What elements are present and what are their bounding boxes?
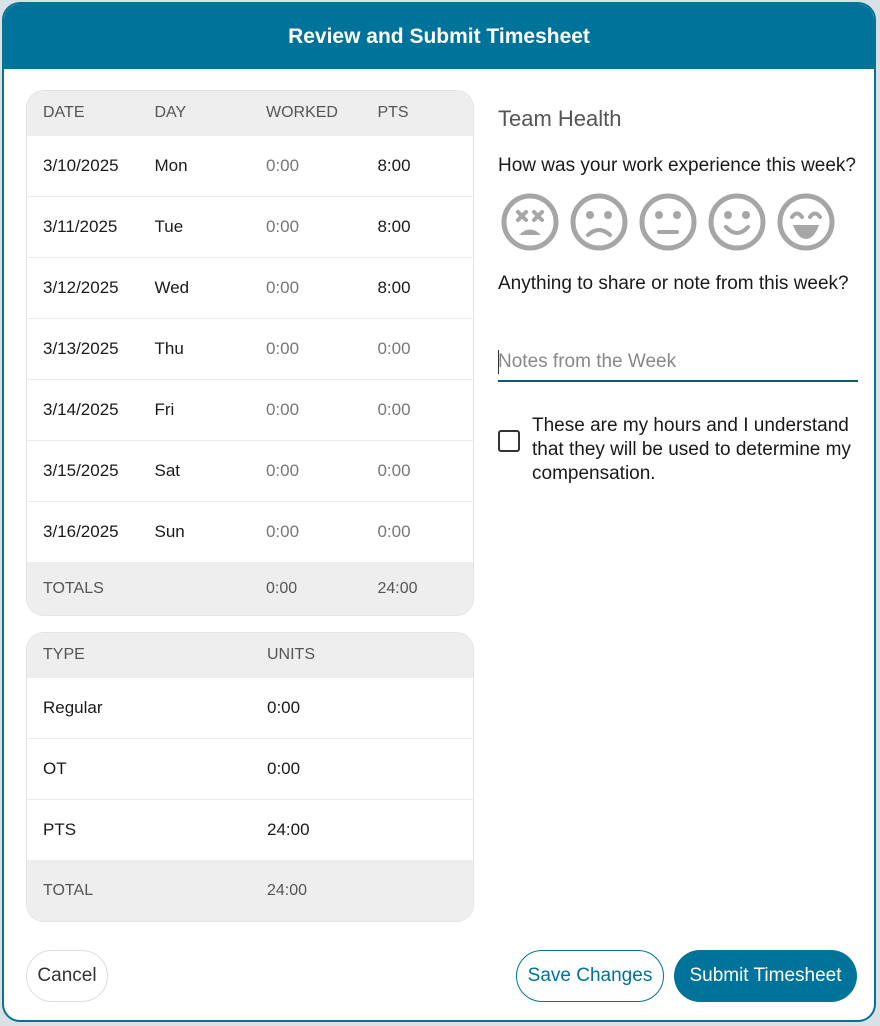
grin-face-icon[interactable] — [776, 192, 836, 252]
cell-worked: 0:00 — [265, 400, 300, 419]
cell-units: 0:00 — [267, 759, 301, 778]
col-header-units: UNITS — [267, 646, 315, 663]
acknowledge-label[interactable]: These are my hours and I understand that they will be used to determine my compensation. — [532, 415, 851, 484]
cell-pts: 8:00 — [377, 278, 411, 297]
cell-date: 3/15/2025 — [43, 461, 119, 480]
cell-type: PTS — [43, 820, 77, 839]
notes-input[interactable] — [498, 346, 858, 378]
left-column — [26, 90, 474, 938]
cell-date: 3/16/2025 — [43, 522, 119, 541]
table-row — [27, 258, 473, 319]
totals-label: TOTALS — [43, 580, 104, 597]
cell-day: Fri — [154, 400, 175, 419]
cell-pts: 0:00 — [377, 339, 411, 358]
cell-day: Mon — [154, 156, 188, 175]
summary-total-units: 24:00 — [267, 882, 308, 899]
cell-type: OT — [43, 759, 67, 778]
modal-header — [4, 4, 874, 69]
table-row — [27, 800, 473, 861]
modal-title: Review and Submit Timesheet — [288, 24, 590, 48]
cell-worked: 0:00 — [265, 278, 300, 297]
cell-day: Tue — [154, 217, 184, 236]
cell-worked: 0:00 — [265, 339, 300, 358]
acknowledge-checkbox[interactable] — [498, 430, 520, 452]
team-health-title: Team Health — [498, 106, 622, 131]
notes-field[interactable] — [498, 346, 858, 382]
cell-day: Thu — [154, 339, 184, 358]
text-caret — [498, 350, 499, 374]
totals-pts: 24:00 — [377, 580, 418, 597]
cell-day: Wed — [154, 278, 190, 297]
table-row — [27, 319, 473, 380]
cell-date: 3/11/2025 — [43, 217, 118, 236]
col-header-worked: WORKED — [265, 104, 338, 121]
acknowledge-row[interactable] — [498, 414, 858, 486]
col-header-day: DAY — [154, 104, 187, 121]
totals-worked: 0:00 — [265, 580, 298, 597]
cell-worked: 0:00 — [265, 217, 300, 236]
cell-worked: 0:00 — [265, 156, 300, 175]
cell-pts: 8:00 — [377, 156, 411, 175]
cancel-button[interactable]: Cancel — [26, 950, 108, 1002]
cell-date: 3/12/2025 — [43, 278, 119, 297]
summary-total-row — [27, 861, 473, 921]
cell-type: Regular — [43, 698, 103, 717]
cell-pts: 0:00 — [377, 400, 411, 419]
table-row — [27, 502, 473, 563]
cell-pts: 0:00 — [377, 522, 411, 541]
summary-table — [26, 632, 474, 922]
table-row — [27, 136, 473, 197]
table-row — [27, 739, 473, 800]
cell-units: 0:00 — [267, 698, 301, 717]
team-health-panel — [498, 90, 858, 486]
table-row — [27, 380, 473, 441]
timesheet-header-row — [27, 91, 473, 136]
cell-worked: 0:00 — [265, 522, 300, 541]
timesheet-modal — [2, 2, 876, 1022]
col-header-type: TYPE — [43, 646, 85, 663]
summary-header-row — [27, 633, 473, 678]
submit-timesheet-button[interactable]: Submit Timesheet — [674, 950, 857, 1002]
neutral-face-icon[interactable] — [638, 192, 698, 252]
cell-day: Sun — [154, 522, 185, 541]
cell-pts: 8:00 — [377, 217, 411, 236]
summary-total-label: TOTAL — [43, 882, 94, 899]
cell-date: 3/10/2025 — [43, 156, 119, 175]
cell-units: 24:00 — [267, 820, 310, 839]
save-changes-button[interactable]: Save Changes — [516, 950, 664, 1002]
cell-day: Sat — [154, 461, 181, 480]
smile-face-icon[interactable] — [707, 192, 767, 252]
timesheet-table — [26, 90, 474, 616]
rating-faces — [500, 192, 858, 252]
frown-face-icon[interactable] — [569, 192, 629, 252]
cell-date: 3/14/2025 — [43, 400, 119, 419]
cell-date: 3/13/2025 — [43, 339, 119, 358]
dizzy-face-icon[interactable] — [500, 192, 560, 252]
share-question: Anything to share or note from this week? — [498, 273, 849, 294]
cell-worked: 0:00 — [265, 461, 300, 480]
table-row — [27, 678, 473, 739]
col-header-pts: PTS — [377, 104, 409, 121]
cell-pts: 0:00 — [377, 461, 411, 480]
experience-question: How was your work experience this week? — [498, 155, 856, 176]
totals-row — [27, 563, 473, 615]
table-row — [27, 441, 473, 502]
table-row — [27, 197, 473, 258]
col-header-date: DATE — [43, 104, 85, 121]
